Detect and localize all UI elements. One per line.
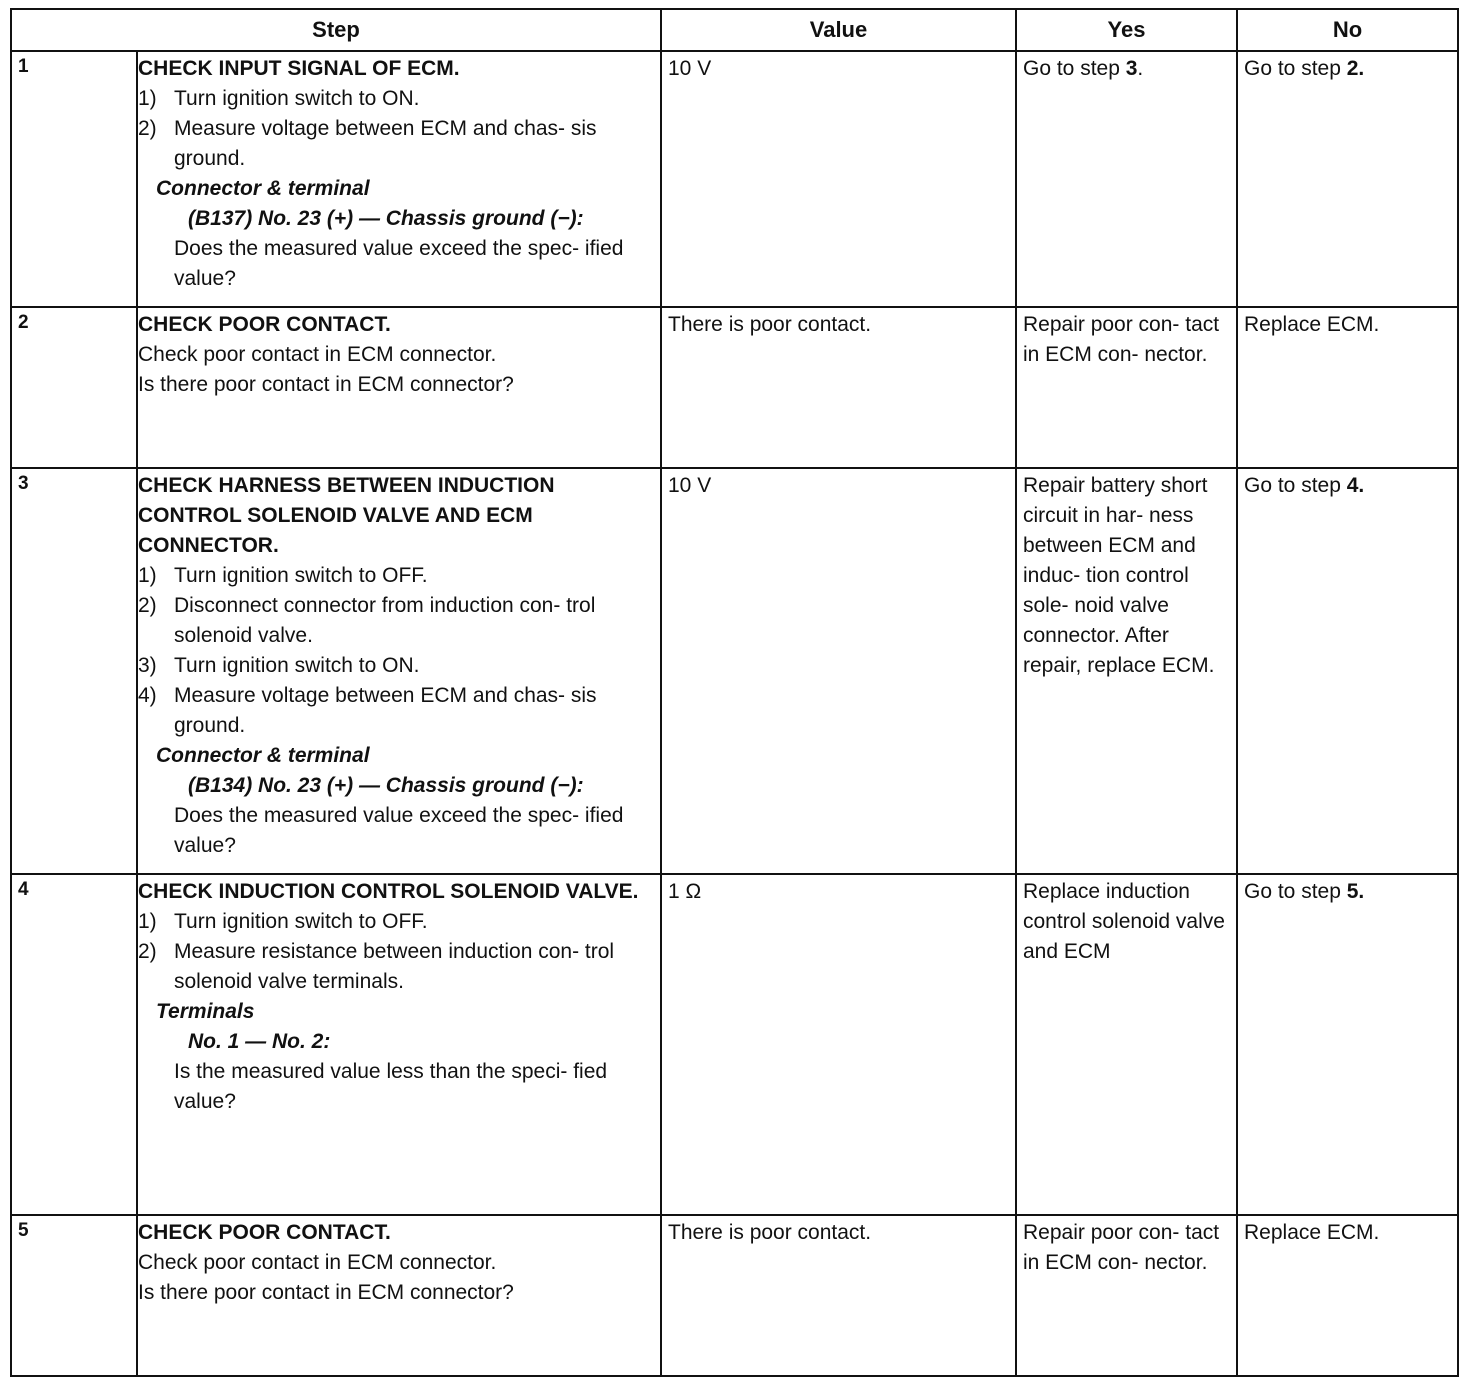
terminals-label: Terminals bbox=[156, 1000, 255, 1023]
step-title: CHECK INDUCTION CONTROL SOLENOID VALVE. bbox=[138, 880, 639, 903]
table-row bbox=[11, 51, 1458, 307]
step-number: 1 bbox=[11, 51, 137, 307]
list-item: 4) Measure voltage between ECM and chas- sis ground. bbox=[138, 684, 597, 737]
step-question: Is the measured value less than the speci- fied value? bbox=[174, 1060, 608, 1113]
header-value: Value bbox=[661, 9, 1016, 51]
step-line: Check poor contact in ECM connector. bbox=[138, 343, 497, 366]
table-row bbox=[11, 1215, 1458, 1376]
list-item: 2) Measure resistance between induction con- trol solenoid valve terminals. bbox=[138, 940, 615, 993]
step-title: CHECK POOR CONTACT. bbox=[138, 313, 391, 336]
list-item: 2) Disconnect connector from induction con- trol solenoid valve. bbox=[138, 594, 596, 647]
table-row bbox=[11, 874, 1458, 1215]
step-title: CHECK INPUT SIGNAL OF ECM. bbox=[138, 57, 460, 80]
no-cell: Go to step 5. bbox=[1237, 874, 1458, 1215]
connector-label: Connector & terminal bbox=[156, 177, 370, 200]
header-row bbox=[11, 9, 1458, 51]
step-title: CHECK POOR CONTACT. bbox=[138, 1221, 391, 1244]
header-step: Step bbox=[11, 9, 661, 51]
step-number: 5 bbox=[11, 1215, 137, 1376]
connector-detail: (B137) No. 23 (+) — Chassis ground (−): bbox=[188, 207, 584, 230]
step-title: CHECK HARNESS BETWEEN INDUCTION CONTROL SOLENOID VALVE AND ECM CONNECTOR. bbox=[138, 474, 555, 557]
step-content bbox=[137, 874, 661, 1215]
diagnostic-table bbox=[10, 8, 1459, 1377]
step-line: Is there poor contact in ECM connector? bbox=[138, 1281, 514, 1304]
connector-label: Connector & terminal bbox=[156, 744, 370, 767]
yes-cell: Repair battery short circuit in har- ness between ECM and induc- tion control sole- noid valve connector. After repair, replace ECM. bbox=[1016, 468, 1237, 874]
step-line: Is there poor contact in ECM connector? bbox=[138, 373, 514, 396]
header-no: No bbox=[1237, 9, 1458, 51]
no-cell: Go to step 4. bbox=[1237, 468, 1458, 874]
yes-cell: Repair poor con- tact in ECM con- nector. bbox=[1016, 307, 1237, 468]
step-line: Check poor contact in ECM connector. bbox=[138, 1251, 497, 1274]
no-cell: Go to step 2. bbox=[1237, 51, 1458, 307]
value-cell: 1 Ω bbox=[661, 874, 1016, 1215]
value-cell: There is poor contact. bbox=[661, 1215, 1016, 1376]
no-cell: Replace ECM. bbox=[1237, 1215, 1458, 1376]
table-row bbox=[11, 468, 1458, 874]
step-content bbox=[137, 51, 661, 307]
no-cell: Replace ECM. bbox=[1237, 307, 1458, 468]
value-cell: 10 V bbox=[661, 468, 1016, 874]
step-number: 3 bbox=[11, 468, 137, 874]
yes-cell: Replace induction control solenoid valve and ECM bbox=[1016, 874, 1237, 1215]
value-cell: There is poor contact. bbox=[661, 307, 1016, 468]
step-number: 4 bbox=[11, 874, 137, 1215]
step-question: Does the measured value exceed the spec- ified value? bbox=[174, 237, 624, 290]
list-item: 2) Measure voltage between ECM and chas- sis ground. bbox=[138, 117, 597, 170]
list-item: 1) Turn ignition switch to OFF. bbox=[138, 564, 428, 587]
yes-cell: Go to step 3. bbox=[1016, 51, 1237, 307]
terminals-detail: No. 1 — No. 2: bbox=[188, 1030, 331, 1053]
value-cell: 10 V bbox=[661, 51, 1016, 307]
step-content bbox=[137, 468, 661, 874]
list-item: 1) Turn ignition switch to OFF. bbox=[138, 910, 428, 933]
table-row bbox=[11, 307, 1458, 468]
header-yes: Yes bbox=[1016, 9, 1237, 51]
connector-detail: (B134) No. 23 (+) — Chassis ground (−): bbox=[188, 774, 584, 797]
list-item: 1) Turn ignition switch to ON. bbox=[138, 87, 420, 110]
list-item: 3) Turn ignition switch to ON. bbox=[138, 654, 420, 677]
step-question: Does the measured value exceed the spec- ified value? bbox=[174, 804, 624, 857]
yes-cell: Repair poor con- tact in ECM con- nector. bbox=[1016, 1215, 1237, 1376]
step-content bbox=[137, 1215, 661, 1376]
step-content bbox=[137, 307, 661, 468]
step-number: 2 bbox=[11, 307, 137, 468]
